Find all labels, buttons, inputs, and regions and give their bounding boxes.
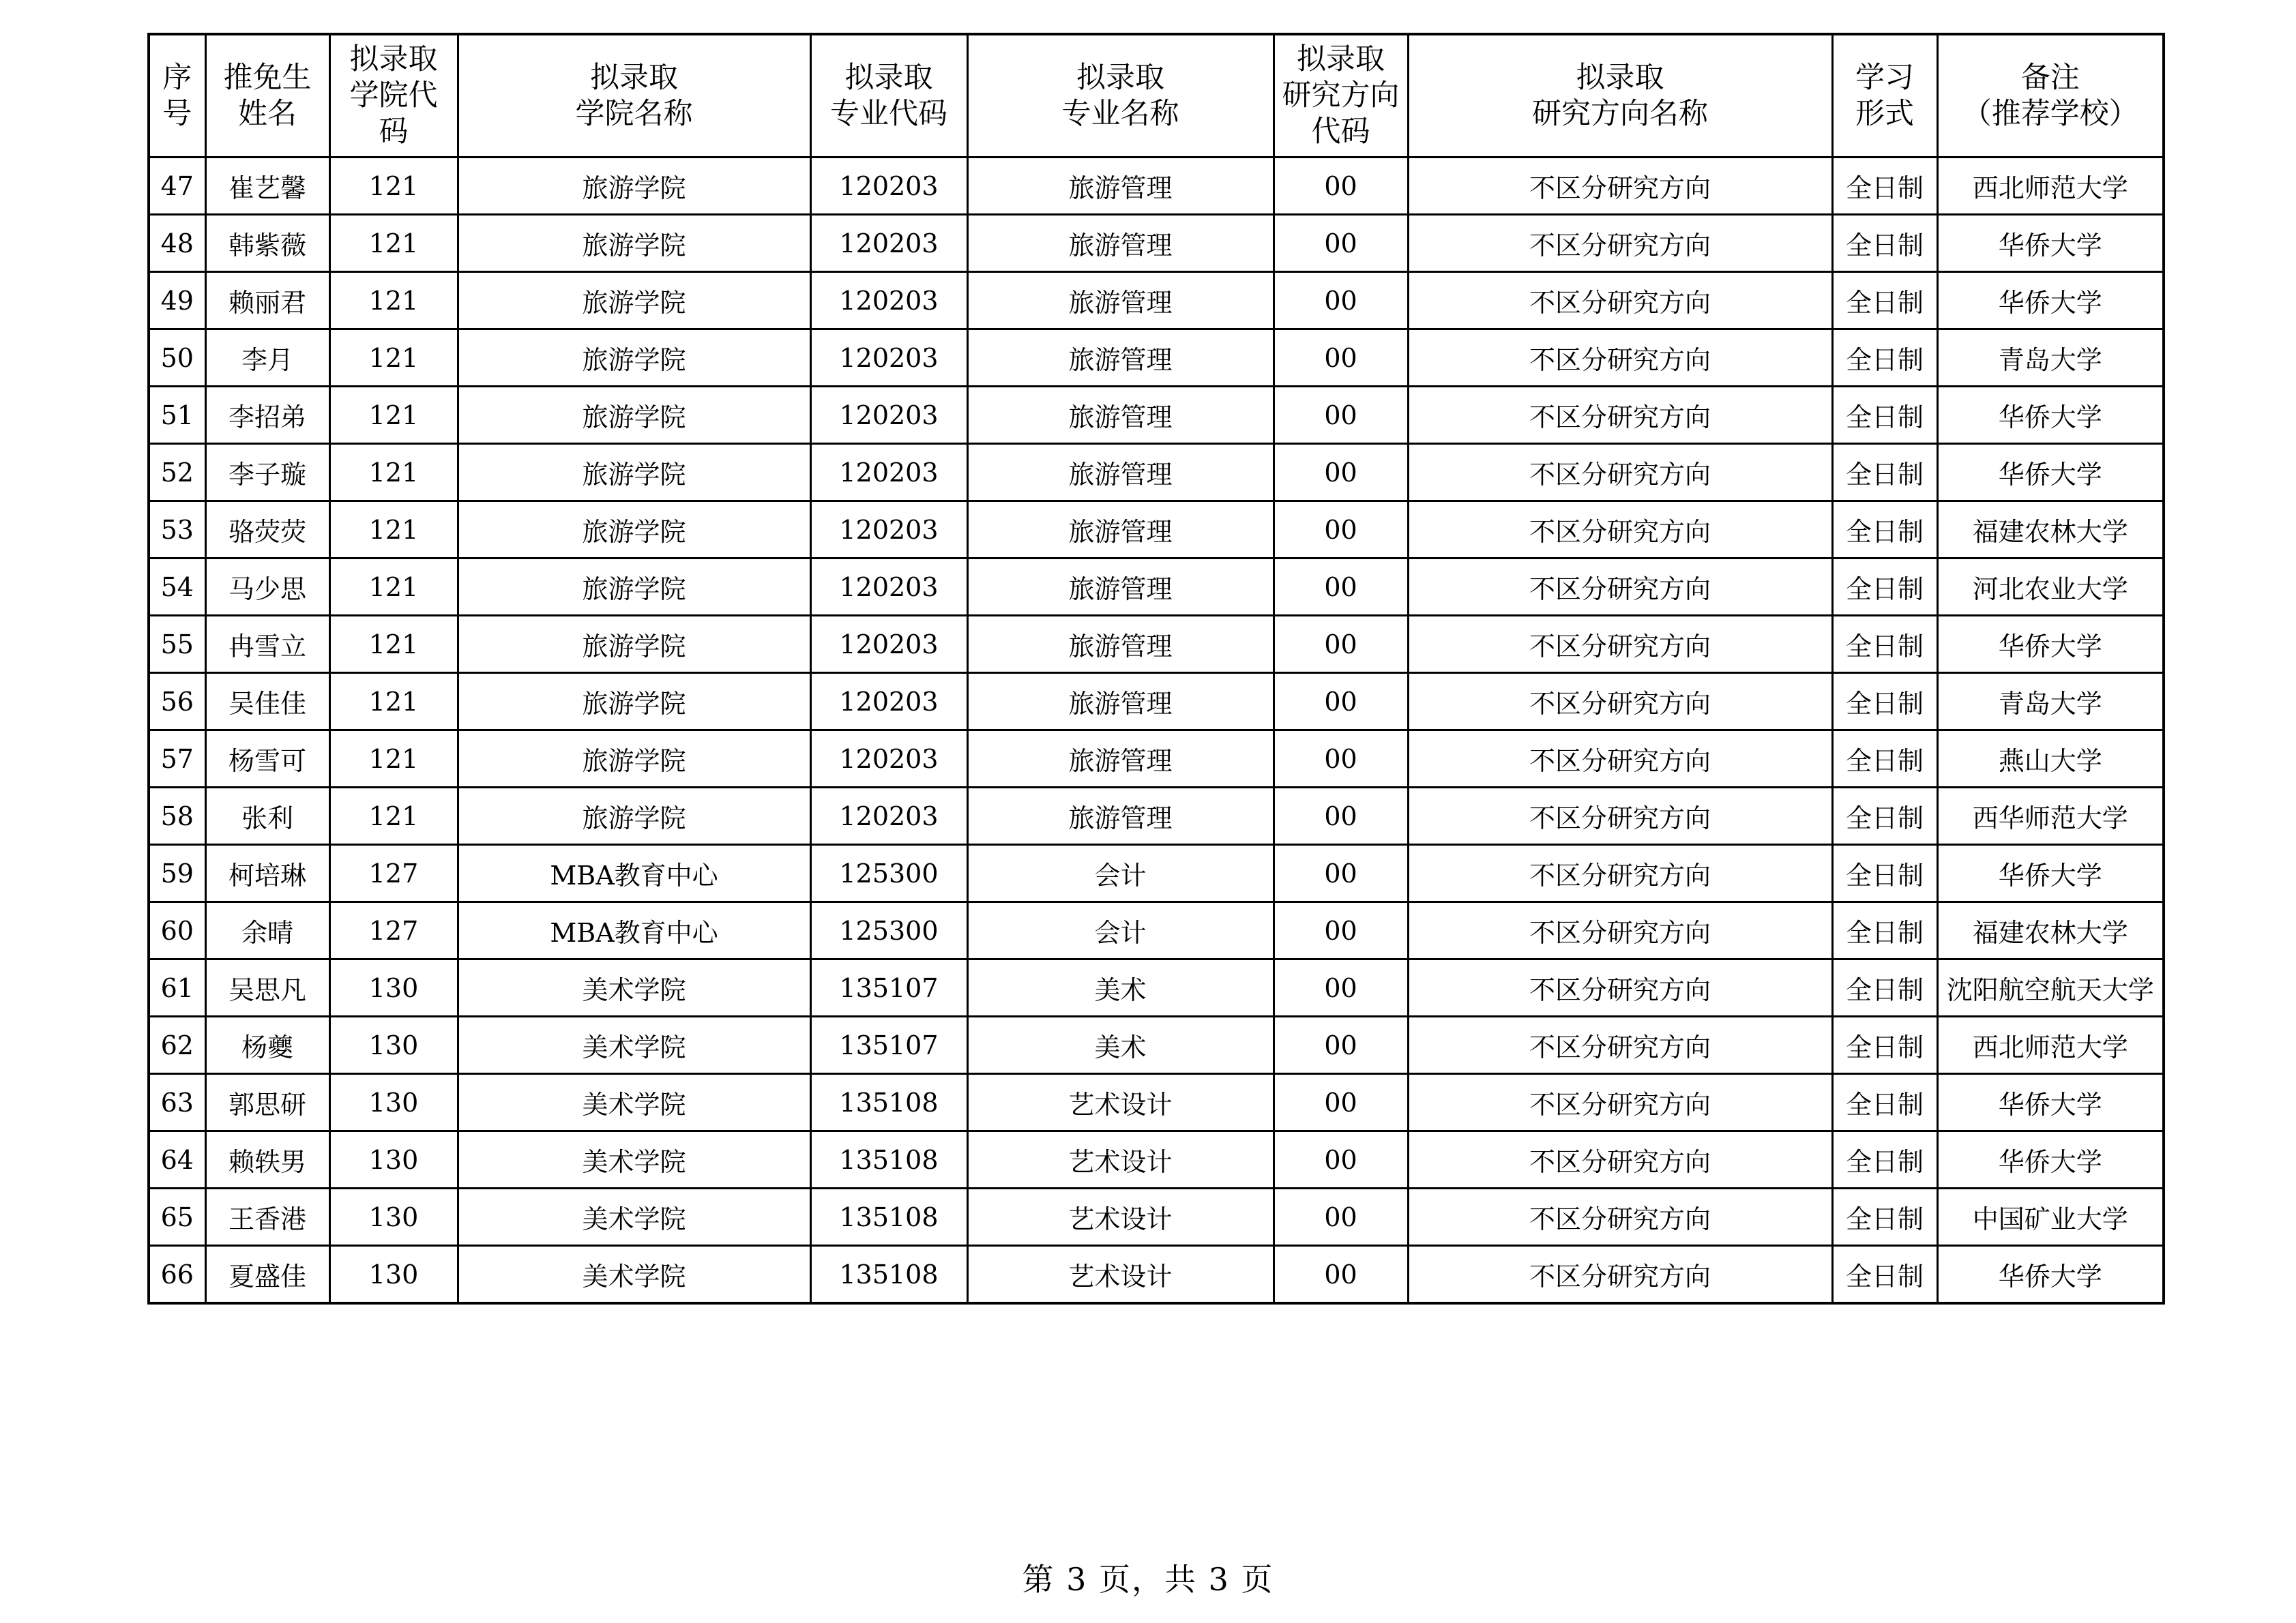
cell-direction-name: 不区分研究方向	[1408, 272, 1832, 329]
cell-study-mode: 全日制	[1832, 673, 1937, 730]
table-row	[149, 1246, 2164, 1304]
header-line: 号	[162, 96, 192, 131]
cell-index: 55	[149, 616, 205, 673]
header-college-code	[329, 34, 458, 158]
cell-direction-name: 不区分研究方向	[1408, 959, 1832, 1017]
cell-college-code: 121	[329, 559, 458, 616]
cell-major-name: 旅游管理	[967, 788, 1274, 845]
cell-major-code: 120203	[810, 329, 967, 387]
cell-direction-name: 不区分研究方向	[1408, 788, 1832, 845]
cell-study-mode: 全日制	[1832, 616, 1937, 673]
cell-index: 57	[149, 730, 205, 788]
cell-study-mode: 全日制	[1832, 158, 1937, 215]
cell-student-name: 杨夔	[205, 1017, 329, 1074]
cell-school: 华侨大学	[1937, 272, 2164, 329]
cell-student-name: 夏盛佳	[205, 1246, 329, 1304]
cell-index: 52	[149, 444, 205, 501]
cell-index: 53	[149, 501, 205, 559]
header-line: 专业名称	[1061, 96, 1179, 131]
cell-school: 华侨大学	[1937, 1246, 2164, 1304]
cell-college-name: 旅游学院	[458, 329, 810, 387]
header-line: 研究方向	[1282, 78, 1400, 113]
cell-college-code: 121	[329, 158, 458, 215]
header-major-name	[967, 34, 1274, 158]
cell-school: 河北农业大学	[1937, 559, 2164, 616]
cell-college-name: 美术学院	[458, 1189, 810, 1246]
cell-major-name: 艺术设计	[967, 1131, 1274, 1189]
cell-index: 61	[149, 959, 205, 1017]
cell-school: 华侨大学	[1937, 215, 2164, 272]
cell-study-mode: 全日制	[1832, 1017, 1937, 1074]
cell-major-code: 120203	[810, 387, 967, 444]
cell-study-mode: 全日制	[1832, 559, 1937, 616]
cell-direction-name: 不区分研究方向	[1408, 902, 1832, 959]
cell-direction-name: 不区分研究方向	[1408, 673, 1832, 730]
cell-study-mode: 全日制	[1832, 215, 1937, 272]
table-row	[149, 1017, 2164, 1074]
header-direction-code	[1274, 34, 1408, 158]
cell-direction-name: 不区分研究方向	[1408, 1074, 1832, 1131]
header-college-name	[458, 34, 810, 158]
header-line: 学院代	[349, 78, 438, 113]
cell-school: 青岛大学	[1937, 329, 2164, 387]
cell-direction-name: 不区分研究方向	[1408, 1017, 1832, 1074]
cell-major-code: 135108	[810, 1189, 967, 1246]
cell-college-code: 127	[329, 902, 458, 959]
cell-study-mode: 全日制	[1832, 788, 1937, 845]
cell-direction-code: 00	[1274, 444, 1408, 501]
cell-direction-code: 00	[1274, 272, 1408, 329]
cell-major-code: 135107	[810, 1017, 967, 1074]
cell-school: 华侨大学	[1937, 1131, 2164, 1189]
cell-study-mode: 全日制	[1832, 387, 1937, 444]
cell-study-mode: 全日制	[1832, 1189, 1937, 1246]
cell-college-name: 美术学院	[458, 1017, 810, 1074]
cell-school: 福建农林大学	[1937, 501, 2164, 559]
cell-index: 49	[149, 272, 205, 329]
table-row	[149, 387, 2164, 444]
header-line: 研究方向名称	[1532, 96, 1708, 131]
cell-student-name: 赖轶男	[205, 1131, 329, 1189]
table-row	[149, 1074, 2164, 1131]
cell-school: 华侨大学	[1937, 387, 2164, 444]
cell-major-code: 120203	[810, 215, 967, 272]
cell-study-mode: 全日制	[1832, 902, 1937, 959]
cell-school: 华侨大学	[1937, 616, 2164, 673]
cell-school: 西北师范大学	[1937, 1017, 2164, 1074]
cell-major-name: 旅游管理	[967, 730, 1274, 788]
cell-study-mode: 全日制	[1832, 501, 1937, 559]
table-row	[149, 215, 2164, 272]
cell-school: 西华师范大学	[1937, 788, 2164, 845]
header-line: 拟录取	[844, 60, 933, 95]
cell-direction-name: 不区分研究方向	[1408, 1246, 1832, 1304]
header-direction-name	[1408, 34, 1832, 158]
cell-student-name: 张利	[205, 788, 329, 845]
cell-index: 47	[149, 158, 205, 215]
cell-index: 60	[149, 902, 205, 959]
table-row	[149, 272, 2164, 329]
cell-college-code: 121	[329, 501, 458, 559]
cell-student-name: 赖丽君	[205, 272, 329, 329]
cell-major-name: 旅游管理	[967, 616, 1274, 673]
cell-school: 青岛大学	[1937, 673, 2164, 730]
cell-index: 51	[149, 387, 205, 444]
page-footer: 第 3 页，共 3 页	[1022, 1561, 1274, 1598]
cell-student-name: 冉雪立	[205, 616, 329, 673]
table-row	[149, 616, 2164, 673]
table-body	[149, 158, 2164, 1304]
table-row	[149, 1131, 2164, 1189]
header-line: 拟录取	[1076, 60, 1164, 95]
table-row	[149, 444, 2164, 501]
cell-school: 沈阳航空航天大学	[1937, 959, 2164, 1017]
cell-college-code: 121	[329, 788, 458, 845]
cell-major-name: 旅游管理	[967, 158, 1274, 215]
cell-direction-name: 不区分研究方向	[1408, 616, 1832, 673]
cell-college-name: 旅游学院	[458, 272, 810, 329]
cell-college-name: 旅游学院	[458, 616, 810, 673]
cell-college-code: 121	[329, 730, 458, 788]
cell-direction-name: 不区分研究方向	[1408, 158, 1832, 215]
cell-study-mode: 全日制	[1832, 272, 1937, 329]
cell-index: 64	[149, 1131, 205, 1189]
cell-student-name: 吴佳佳	[205, 673, 329, 730]
cell-direction-code: 00	[1274, 845, 1408, 902]
cell-major-code: 135108	[810, 1131, 967, 1189]
cell-index: 62	[149, 1017, 205, 1074]
cell-direction-code: 00	[1274, 616, 1408, 673]
cell-college-code: 121	[329, 272, 458, 329]
cell-school: 华侨大学	[1937, 1074, 2164, 1131]
cell-college-code: 130	[329, 1074, 458, 1131]
header-line: 推免生	[223, 60, 312, 95]
cell-major-code: 125300	[810, 902, 967, 959]
cell-direction-name: 不区分研究方向	[1408, 215, 1832, 272]
cell-direction-name: 不区分研究方向	[1408, 845, 1832, 902]
cell-direction-name: 不区分研究方向	[1408, 444, 1832, 501]
cell-college-name: 旅游学院	[458, 730, 810, 788]
cell-college-name: 旅游学院	[458, 158, 810, 215]
cell-college-name: 旅游学院	[458, 444, 810, 501]
header-line: 专业代码	[830, 96, 947, 131]
table-row	[149, 788, 2164, 845]
cell-major-code: 120203	[810, 158, 967, 215]
cell-major-code: 120203	[810, 616, 967, 673]
cell-college-name: 旅游学院	[458, 559, 810, 616]
cell-direction-code: 00	[1274, 387, 1408, 444]
cell-major-name: 旅游管理	[967, 329, 1274, 387]
cell-direction-name: 不区分研究方向	[1408, 559, 1832, 616]
header-line: 学院名称	[575, 96, 693, 131]
cell-student-name: 郭思研	[205, 1074, 329, 1131]
table-row	[149, 559, 2164, 616]
header-line: 姓名	[238, 96, 297, 131]
admission-table	[147, 33, 2165, 1305]
cell-index: 48	[149, 215, 205, 272]
table-row	[149, 158, 2164, 215]
cell-college-code: 130	[329, 1246, 458, 1304]
cell-direction-code: 00	[1274, 673, 1408, 730]
cell-direction-name: 不区分研究方向	[1408, 1189, 1832, 1246]
table-row	[149, 845, 2164, 902]
cell-major-name: 会计	[967, 845, 1274, 902]
cell-study-mode: 全日制	[1832, 1074, 1937, 1131]
cell-study-mode: 全日制	[1832, 845, 1937, 902]
cell-direction-code: 00	[1274, 1131, 1408, 1189]
header-line: 码	[379, 115, 409, 149]
cell-major-name: 美术	[967, 959, 1274, 1017]
cell-student-name: 余晴	[205, 902, 329, 959]
cell-direction-name: 不区分研究方向	[1408, 730, 1832, 788]
cell-major-code: 135108	[810, 1074, 967, 1131]
table-header-row	[149, 34, 2164, 158]
cell-study-mode: 全日制	[1832, 1246, 1937, 1304]
cell-direction-code: 00	[1274, 788, 1408, 845]
table-row	[149, 959, 2164, 1017]
cell-student-name: 李子璇	[205, 444, 329, 501]
cell-college-code: 121	[329, 444, 458, 501]
cell-college-code: 121	[329, 616, 458, 673]
cell-direction-code: 00	[1274, 1246, 1408, 1304]
cell-student-name: 李招弟	[205, 387, 329, 444]
cell-study-mode: 全日制	[1832, 1131, 1937, 1189]
cell-college-code: 121	[329, 387, 458, 444]
cell-college-code: 130	[329, 1131, 458, 1189]
cell-college-name: 旅游学院	[458, 673, 810, 730]
cell-college-code: 121	[329, 215, 458, 272]
cell-student-name: 杨雪可	[205, 730, 329, 788]
cell-college-name: 旅游学院	[458, 501, 810, 559]
cell-direction-name: 不区分研究方向	[1408, 1131, 1832, 1189]
cell-direction-code: 00	[1274, 1074, 1408, 1131]
cell-school: 燕山大学	[1937, 730, 2164, 788]
cell-index: 65	[149, 1189, 205, 1246]
cell-college-name: 美术学院	[458, 1246, 810, 1304]
cell-major-name: 美术	[967, 1017, 1274, 1074]
table-row	[149, 501, 2164, 559]
header-line: 学习	[1855, 60, 1914, 95]
cell-college-name: 美术学院	[458, 1074, 810, 1131]
cell-major-name: 艺术设计	[967, 1074, 1274, 1131]
cell-major-name: 旅游管理	[967, 673, 1274, 730]
cell-school: 中国矿业大学	[1937, 1189, 2164, 1246]
cell-study-mode: 全日制	[1832, 329, 1937, 387]
cell-college-name: 美术学院	[458, 959, 810, 1017]
header-remarks	[1937, 34, 2164, 158]
cell-study-mode: 全日制	[1832, 444, 1937, 501]
cell-direction-name: 不区分研究方向	[1408, 329, 1832, 387]
cell-student-name: 柯培琳	[205, 845, 329, 902]
cell-college-name: MBA教育中心	[458, 845, 810, 902]
cell-direction-code: 00	[1274, 559, 1408, 616]
cell-direction-code: 00	[1274, 1189, 1408, 1246]
cell-student-name: 王香港	[205, 1189, 329, 1246]
cell-index: 54	[149, 559, 205, 616]
cell-index: 66	[149, 1246, 205, 1304]
cell-direction-code: 00	[1274, 959, 1408, 1017]
cell-major-code: 135107	[810, 959, 967, 1017]
cell-major-name: 旅游管理	[967, 215, 1274, 272]
header-student-name	[205, 34, 329, 158]
cell-college-name: 旅游学院	[458, 215, 810, 272]
cell-major-code: 120203	[810, 730, 967, 788]
cell-direction-code: 00	[1274, 158, 1408, 215]
cell-college-code: 130	[329, 959, 458, 1017]
cell-major-code: 135108	[810, 1246, 967, 1304]
table-row	[149, 730, 2164, 788]
cell-school: 华侨大学	[1937, 845, 2164, 902]
cell-index: 59	[149, 845, 205, 902]
cell-major-code: 120203	[810, 788, 967, 845]
cell-major-code: 120203	[810, 673, 967, 730]
cell-college-code: 127	[329, 845, 458, 902]
table-row	[149, 902, 2164, 959]
cell-direction-code: 00	[1274, 902, 1408, 959]
cell-student-name: 崔艺馨	[205, 158, 329, 215]
cell-school: 福建农林大学	[1937, 902, 2164, 959]
cell-direction-code: 00	[1274, 501, 1408, 559]
cell-major-code: 120203	[810, 559, 967, 616]
cell-student-name: 骆荧荧	[205, 501, 329, 559]
cell-college-name: 旅游学院	[458, 788, 810, 845]
cell-direction-code: 00	[1274, 329, 1408, 387]
header-line: 备注	[2020, 60, 2080, 95]
cell-index: 58	[149, 788, 205, 845]
table-row	[149, 329, 2164, 387]
header-line: 拟录取	[349, 42, 438, 76]
cell-major-code: 120203	[810, 272, 967, 329]
cell-student-name: 李月	[205, 329, 329, 387]
cell-major-name: 会计	[967, 902, 1274, 959]
cell-college-name: MBA教育中心	[458, 902, 810, 959]
cell-college-code: 130	[329, 1017, 458, 1074]
cell-student-name: 韩紫薇	[205, 215, 329, 272]
table-row	[149, 1189, 2164, 1246]
header-line: 代码	[1311, 115, 1370, 149]
header-line: 形式	[1855, 96, 1914, 131]
cell-direction-code: 00	[1274, 1017, 1408, 1074]
cell-college-code: 121	[329, 329, 458, 387]
cell-major-code: 120203	[810, 444, 967, 501]
cell-index: 50	[149, 329, 205, 387]
cell-college-code: 130	[329, 1189, 458, 1246]
cell-index: 63	[149, 1074, 205, 1131]
cell-student-name: 马少思	[205, 559, 329, 616]
cell-major-name: 旅游管理	[967, 501, 1274, 559]
cell-direction-name: 不区分研究方向	[1408, 387, 1832, 444]
cell-study-mode: 全日制	[1832, 730, 1937, 788]
cell-major-name: 旅游管理	[967, 559, 1274, 616]
cell-major-name: 艺术设计	[967, 1246, 1274, 1304]
header-major-code	[810, 34, 967, 158]
header-line: 拟录取	[1576, 60, 1664, 95]
table-row	[149, 673, 2164, 730]
header-line: 序	[162, 60, 192, 95]
cell-college-name: 旅游学院	[458, 387, 810, 444]
cell-school: 华侨大学	[1937, 444, 2164, 501]
cell-school: 西北师范大学	[1937, 158, 2164, 215]
cell-major-name: 旅游管理	[967, 444, 1274, 501]
cell-direction-code: 00	[1274, 215, 1408, 272]
cell-major-code: 125300	[810, 845, 967, 902]
cell-major-name: 艺术设计	[967, 1189, 1274, 1246]
cell-college-code: 121	[329, 673, 458, 730]
header-line: 拟录取	[590, 60, 678, 95]
cell-study-mode: 全日制	[1832, 959, 1937, 1017]
header-index	[149, 34, 205, 158]
cell-direction-code: 00	[1274, 730, 1408, 788]
cell-index: 56	[149, 673, 205, 730]
header-study-mode	[1832, 34, 1937, 158]
cell-major-code: 120203	[810, 501, 967, 559]
cell-major-name: 旅游管理	[967, 387, 1274, 444]
cell-student-name: 吴思凡	[205, 959, 329, 1017]
cell-college-name: 美术学院	[458, 1131, 810, 1189]
cell-direction-name: 不区分研究方向	[1408, 501, 1832, 559]
header-line: 拟录取	[1297, 42, 1385, 76]
header-line: （推荐学校）	[1962, 96, 2138, 131]
cell-major-name: 旅游管理	[967, 272, 1274, 329]
